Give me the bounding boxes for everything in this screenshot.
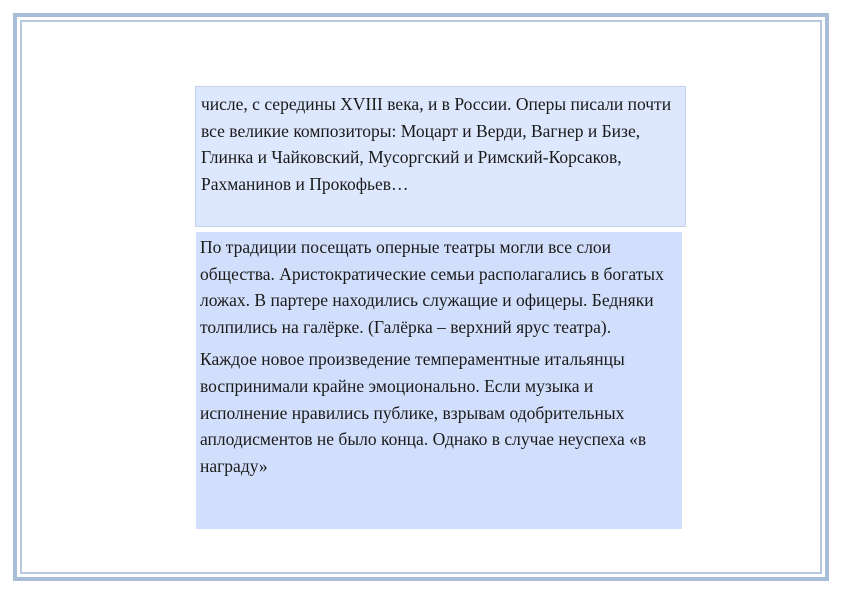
paragraph-opera-audience: По традиции посещать оперные театры могли все слои общества. Аристократические семьи располагались в богатых ложах. В партере находились служащие и офицеры. Бедняки толпились на галёрке. (Галёрка – верхний ярус театра). <box>200 237 664 337</box>
text-box-top <box>195 86 686 227</box>
text-box-bottom <box>196 232 682 529</box>
paragraph-italian-audience: Каждое новое произведение темпераментные итальянцы воспринимали крайне эмоционально. Если музыка и исполнение нравились публике, взрывам одобрительных аплодисментов не было конца. Однако в случае неуспеха «в награду» <box>200 349 647 476</box>
paragraph-composers: числе, с середины XVIII века, и в России. Оперы писали почти все великие композиторы: Моцарт и Верди, Вагнер и Бизе, Глинка и Чайковский, Мусоргский и Римский-Корсаков, Рахманинов и Прокофьев… <box>201 94 672 194</box>
